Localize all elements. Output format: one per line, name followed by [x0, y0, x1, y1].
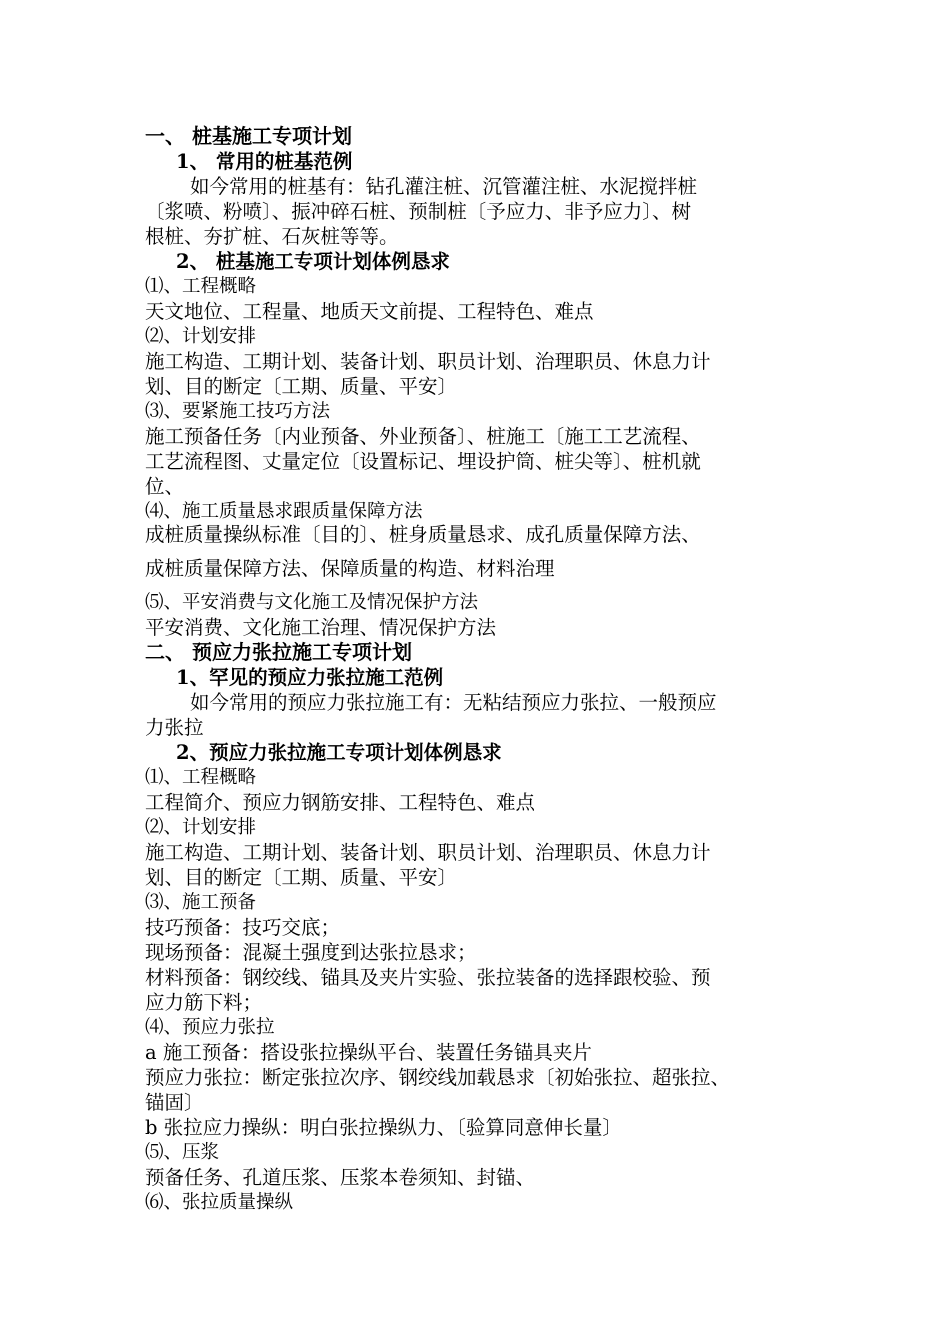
paragraph-line: 根桩、夯扩桩、石灰桩等等。: [145, 225, 399, 248]
item-heading: ⑶、要紧施工技巧方法: [145, 401, 331, 422]
paragraph-line: a 施工预备：搭设张拉操纵平台、装置任务锚具夹片: [145, 1041, 592, 1064]
section-heading-prestress: 二、 预应力张拉施工专项计划: [145, 640, 412, 664]
subheading-prestress-requirements: 2、预应力张拉施工专项计划体例恳求: [176, 741, 502, 764]
item-heading: ⑴、工程概略: [145, 767, 257, 788]
paragraph-line: 预应力张拉：断定张拉次序、钢绞线加载恳求〔初始张拉、超张拉、: [145, 1066, 731, 1089]
paragraph-line: b 张拉应力操纵：明白张拉操纵力、〔验算同意伸长量〕: [145, 1116, 622, 1139]
item-heading: ⑵、计划安排: [145, 817, 257, 838]
item-heading: ⑷、施工质量恳求跟质量保障方法: [145, 501, 423, 522]
paragraph-line: 划、目的断定〔工期、质量、平安〕: [145, 375, 458, 398]
paragraph-line: 〔浆喷、粉喷〕、振冲碎石桩、预制桩〔予应力、非予应力〕、树: [145, 200, 692, 223]
paragraph-line: 划、目的断定〔工期、质量、平安〕: [145, 866, 458, 889]
subheading-prestress-types: 1、罕见的预应力张拉施工范例: [176, 666, 444, 689]
paragraph-line: 施工构造、工期计划、装备计划、职员计划、治理职员、休息力计: [145, 841, 711, 864]
subheading-pile-requirements: 2、 桩基施工专项计划体例恳求: [176, 250, 450, 273]
paragraph-line: 天文地位、工程量、地质天文前提、工程特色、难点: [145, 300, 594, 323]
paragraph-line: 工艺流程图、丈量定位〔设置标记、埋设护筒、桩尖等〕、桩机就: [145, 450, 701, 473]
item-heading: ⑴、工程概略: [145, 276, 257, 297]
paragraph-line: 力张拉: [145, 716, 204, 739]
paragraph-line: 成桩质量保障方法、保障质量的构造、材料治理: [145, 557, 555, 580]
paragraph-line: 现场预备：混凝土强度到达张拉恳求；: [145, 941, 477, 964]
item-heading: ⑵、计划安排: [145, 326, 257, 347]
paragraph-line: 平安消费、文化施工治理、情况保护方法: [145, 616, 497, 639]
paragraph-line: 如今常用的桩基有：钻孔灌注桩、沉管灌注桩、水泥搅拌桩: [190, 175, 698, 198]
paragraph-line: 成桩质量操纵标准〔目的〕、桩身质量恳求、成孔质量保障方法、: [145, 523, 701, 546]
item-heading: ⑸、平安消费与文化施工及情况保护方法: [145, 592, 479, 613]
paragraph-line: 施工预备任务〔内业预备、外业预备〕、桩施工〔施工工艺流程、: [145, 425, 701, 448]
paragraph-line: 应力筋下料；: [145, 991, 263, 1014]
item-heading: ⑸、压浆: [145, 1142, 220, 1163]
paragraph-line: 位、: [145, 475, 185, 498]
paragraph-line: 施工构造、工期计划、装备计划、职员计划、治理职员、休息力计: [145, 350, 711, 373]
paragraph-line: 技巧预备：技巧交底；: [145, 916, 341, 939]
item-heading: ⑶、施工预备: [145, 892, 257, 913]
item-heading: ⑷、预应力张拉: [145, 1017, 275, 1038]
paragraph-line: 工程简介、预应力钢筋安排、工程特色、难点: [145, 791, 536, 814]
item-heading: ⑹、张拉质量操纵: [145, 1192, 294, 1213]
paragraph-line: 锚固〕: [145, 1091, 204, 1114]
section-heading-pile-foundation: 一、 桩基施工专项计划: [145, 124, 352, 148]
subheading-pile-types: 1、 常用的桩基范例: [176, 150, 353, 173]
paragraph-line: 如今常用的预应力张拉施工有：无粘结预应力张拉、一般预应: [190, 691, 717, 714]
paragraph-line: 材料预备：钢绞线、锚具及夹片实验、张拉装备的选择跟校验、预: [145, 966, 711, 989]
paragraph-line: 预备任务、孔道压浆、压浆本卷须知、封锚、: [145, 1166, 536, 1189]
